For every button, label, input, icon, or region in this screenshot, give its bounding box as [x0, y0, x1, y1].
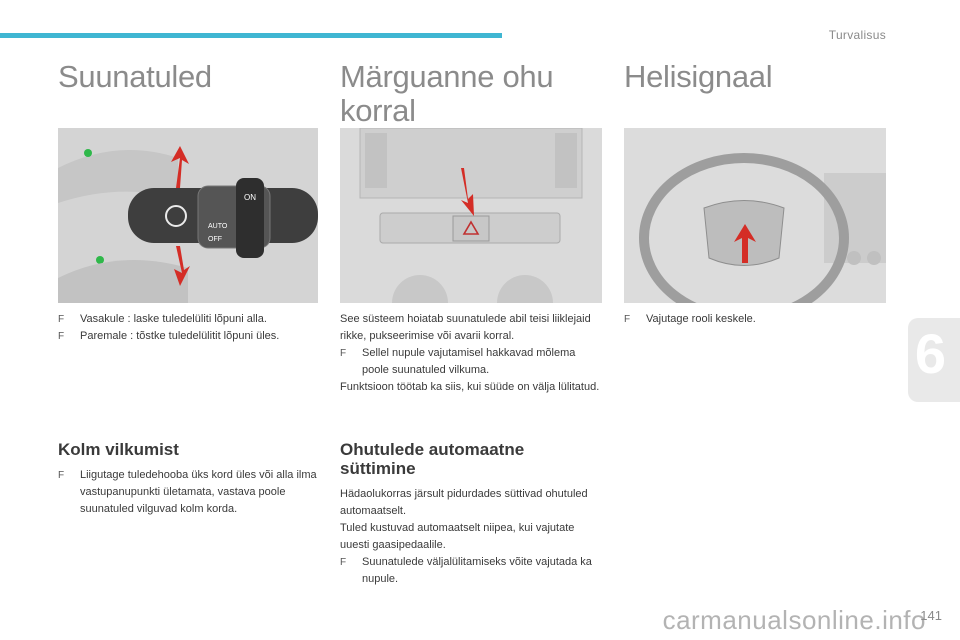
col1-sub [58, 440, 320, 518]
bullet-three-flashes: F Liigutage tuledehooba üks kord üles või alla ilma vastupanupunkti ületamata, vastava poole suunatuled vilguvad kolm korda. [58, 467, 320, 518]
subtitle-auto-hazard-line1: Ohutulede automaatne [340, 440, 525, 459]
column-hazard [340, 60, 602, 128]
col2-text [340, 311, 602, 396]
svg-text:AUTO: AUTO [208, 223, 228, 230]
title-hazard-line2: korral [340, 93, 416, 128]
col1-text [58, 311, 320, 345]
page-number: 141 [920, 608, 942, 623]
horn-bullet: F Vajutage rooli keskele. [624, 311, 886, 328]
auto-hazard-bullet: F Suunatulede väljalülitamiseks võite vajutada ka nupule. [340, 554, 602, 588]
title-turn-signals: Suunatuled [58, 59, 212, 94]
column-turn-signals [58, 60, 320, 94]
hazard-para2: Funktsioon töötab ka siis, kui süüde on välja lülitatud. [340, 381, 600, 393]
bullet-right: F Paremale : tõstke tuledelülitit lõpuni üles. [58, 328, 320, 345]
svg-text:OFF: OFF [208, 236, 222, 243]
bullet-left: F Vasakule : laske tuledelüliti lõpuni alla. [58, 311, 320, 328]
chapter-number: 6 [914, 322, 946, 385]
horn-illustration [624, 128, 886, 303]
column-horn [624, 60, 886, 94]
hazard-para1: See süsteem hoiatab suunatulede abil teisi liiklejaid rikke, pukseerimise või avarii korral. [340, 313, 591, 342]
watermark: carmanualsonline.info [662, 605, 926, 635]
stalk-illustration [58, 128, 318, 303]
col3-text [624, 311, 886, 328]
horn-drawing [624, 128, 886, 303]
section-label: Turvalisus [828, 28, 886, 42]
stalk-drawing [58, 128, 318, 303]
col2-sub [340, 440, 602, 588]
hazard-bullet: F Sellel nupule vajutamisel hakkavad mõlema poole suunatuled vilkuma. [340, 345, 602, 379]
subtitle-auto-hazard-line2: süttimine [340, 459, 416, 478]
svg-text:ON: ON [244, 193, 256, 202]
hazard-drawing [340, 128, 602, 303]
auto-hazard-para1: Hädaolukorras järsult pidurdades süttivad ohutuled automaatselt. [340, 488, 588, 517]
top-accent-bar [0, 33, 502, 38]
indicator-light-icon [96, 256, 104, 264]
indicator-light-icon [84, 149, 92, 157]
title-horn: Helisignaal [624, 59, 773, 94]
auto-hazard-para2: Tuled kustuvad automaatselt niipea, kui vajutate uuesti gaasipedaalile. [340, 522, 575, 551]
subtitle-three-flashes: Kolm vilkumist [58, 440, 179, 459]
hazard-illustration [340, 128, 602, 303]
title-hazard-line1: Märguanne ohu [340, 59, 554, 94]
